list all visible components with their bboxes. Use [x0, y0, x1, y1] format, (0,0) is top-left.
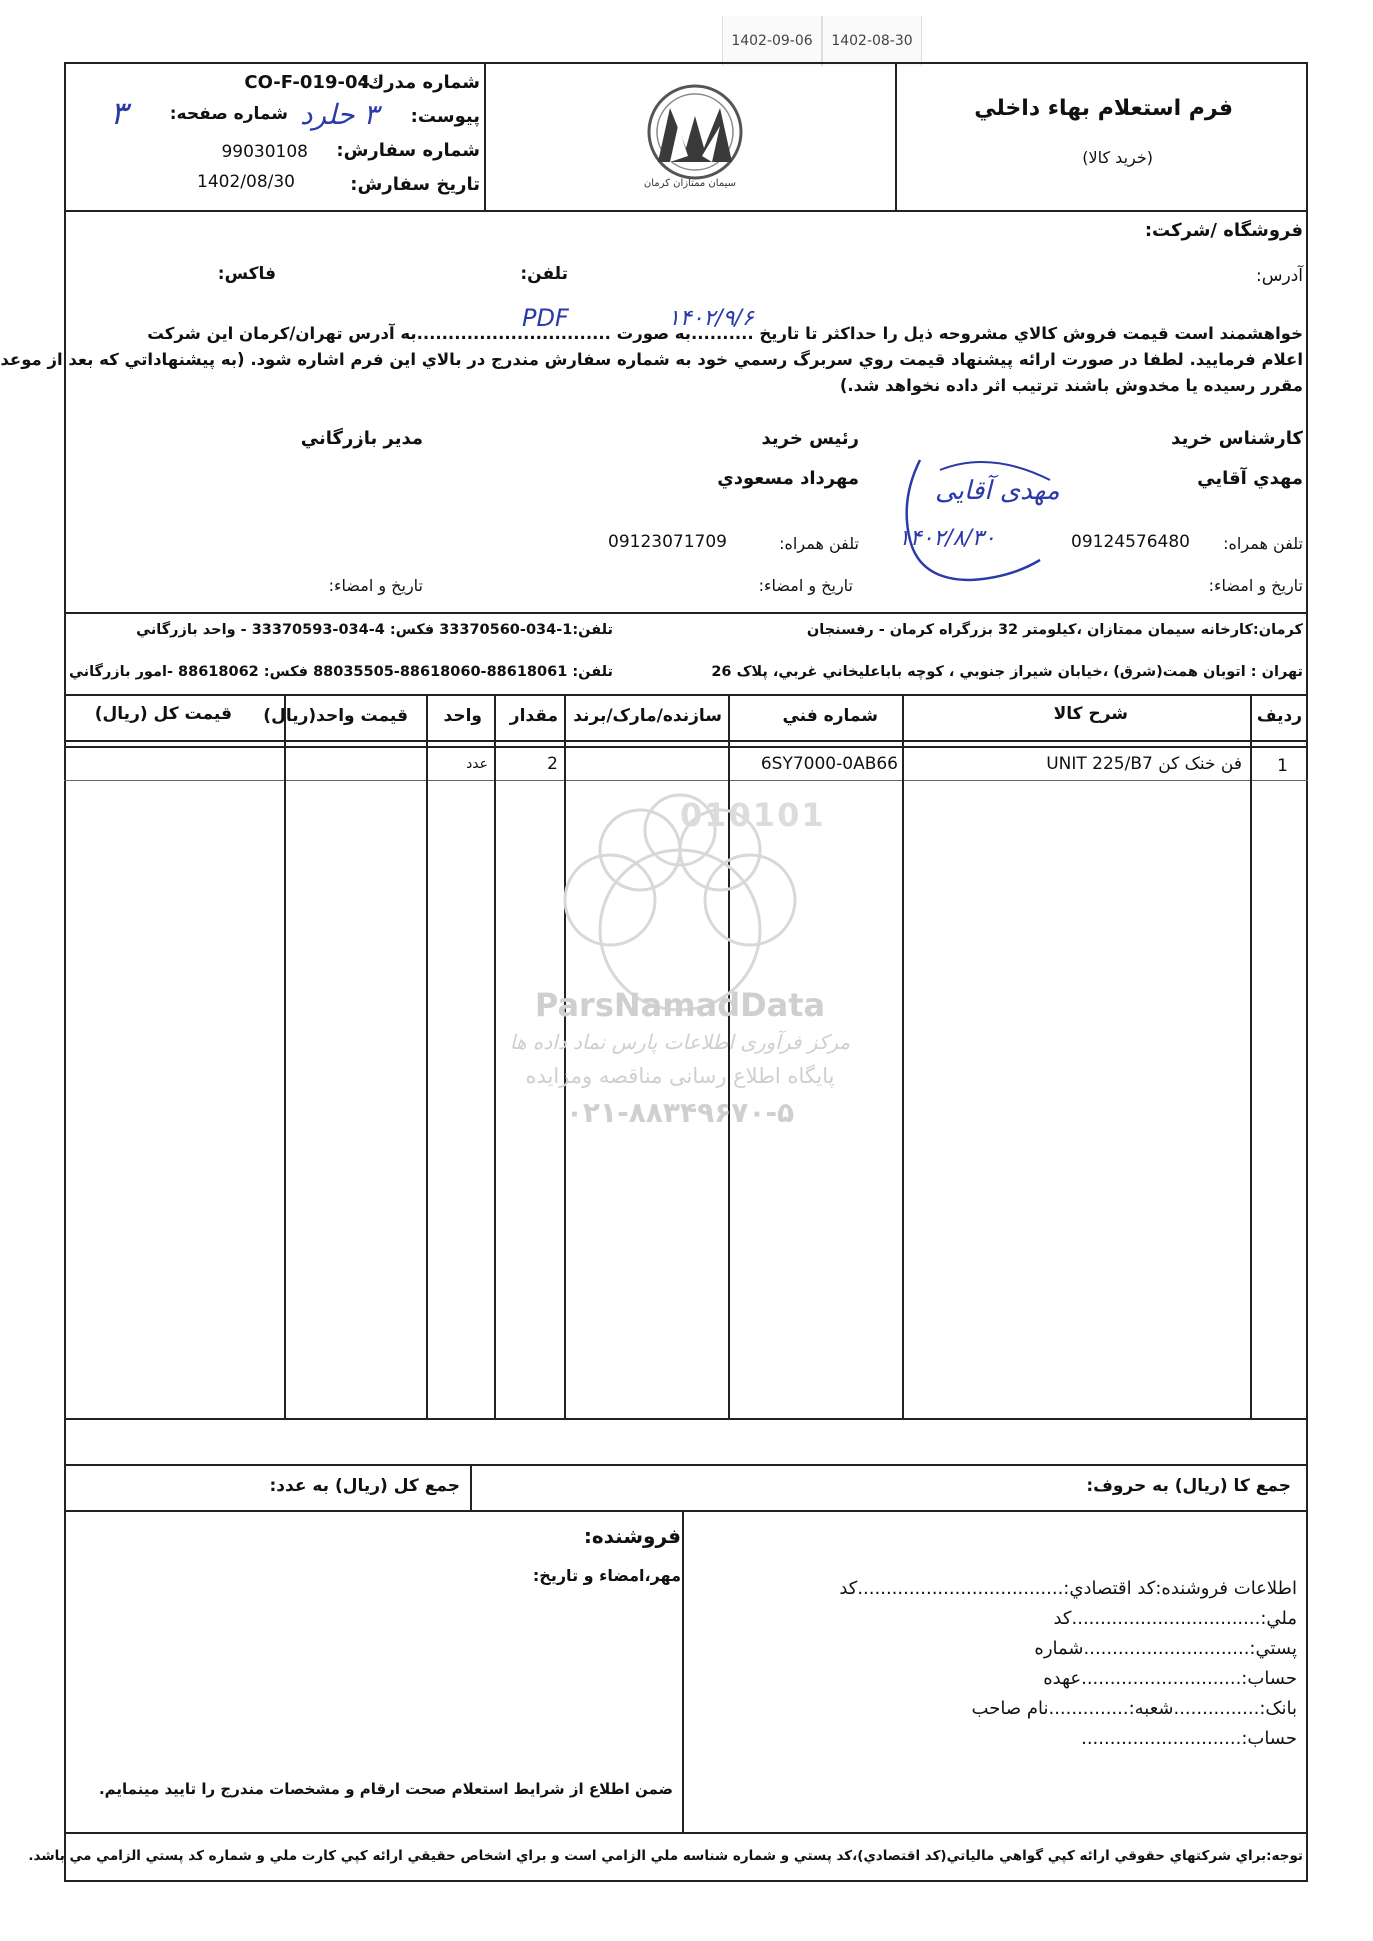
request-line-3: مقرر رسيده يا مخدوش باشند ترتيب اثر داده نخواهد شد.) [839, 376, 1303, 395]
seller-info-line-6: حساب:............................ [1081, 1728, 1297, 1749]
doc-number: CO-F-019-04 [244, 72, 370, 93]
footer-note: توجه:براي شركتهاي حقوقي ارائه كپي گواهي مالياتي(كد اقتصادي)،كد پستي و شماره شناسه ملي الزامي است و براي اشخاص حقيقي ارائه كپي كارت ملي و شماره كد پستي الزامي مي باشد. [28, 1848, 1303, 1864]
seller-confirm: ضمن اطلاع از شرايط استعلام صحت ارقام و مشخصات مندرج را تاييد مينمايم. [98, 1780, 673, 1798]
cell-description: فن خنک کن UNIT 225/B7 [1046, 754, 1242, 774]
th-qty: مقدار [509, 706, 558, 726]
th-row: رديف [1256, 706, 1302, 726]
th-total: قيمت كل (ريال) [94, 704, 232, 724]
seller-info-line-3: پستي:.............................شماره [1034, 1638, 1297, 1659]
expert-sign-label: تاريخ و امضاء: [1208, 576, 1303, 595]
expert-signature [880, 440, 1100, 590]
expert-mobile-label: تلفن همراه: [1223, 534, 1303, 553]
phone-label: تلفن: [520, 264, 568, 284]
page-number-label: شماره صفحه: [169, 104, 288, 124]
date-tabs [722, 16, 922, 66]
date-tab-1[interactable]: 1402-09-06 [722, 16, 822, 66]
attachment-label: پيوست: [410, 106, 480, 127]
handwritten-signature-date: ۱۴۰۲/۸/۳۰ [898, 526, 996, 551]
cell-unit: عدد [466, 756, 488, 772]
handwritten-deadline-form: PDF [522, 304, 569, 332]
doc-number-label: شماره مدرك: [360, 72, 480, 93]
seller-info-line-2: ملي:.................................كد [1053, 1608, 1297, 1629]
kerman-contact: تلفن:1-034-33370560 فكس: 4-034-33370593 - واحد بازرگاني [136, 622, 613, 638]
handwritten-deadline-date: ۱۴۰۲/۹/۶ [668, 306, 754, 331]
watermark-line-1: مرکز فرآوری اطلاعات پارس نماد داده ها [509, 1030, 851, 1054]
th-brand: سازنده/مارک/برند [573, 706, 722, 726]
request-line-1: خواهشمند است قيمت فروش كالاي مشروحه ذيل را حداكثر تا تاريخ ..........به صورت ...............................به آدرس تهران/كرمان اين شركت [147, 324, 1303, 343]
handwritten-signature-name: مهدی آقایی [935, 476, 1060, 506]
handwritten-attachment: ۳ حلرد [300, 98, 379, 131]
th-unit: واحد [443, 706, 482, 726]
total-number-label: جمع كل (ريال) به عدد: [269, 1476, 460, 1496]
request-line-2: اعلام فرماييد. لطفا در صورت ارائه پيشنهاد قيمت روي سربرگ رسمي خود به شماره سفارش مندرج در بالاي اين فرم اشاره شود. (به پيشنهاداتي كه بعد از موعد [0, 350, 1303, 369]
shop-label: فروشگاه /شركت: [1144, 220, 1303, 241]
company-logo [630, 76, 760, 200]
order-date-label: تاريخ سفارش: [350, 174, 480, 195]
cell-row: 1 [1277, 756, 1288, 776]
watermark [480, 790, 880, 1140]
expert-title: كارشناس خريد [1171, 428, 1303, 449]
th-part-number: شماره فني [782, 706, 878, 726]
head-sign-label: تاريخ و امضاء: [758, 576, 853, 595]
manager-sign-label: تاريخ و امضاء: [328, 576, 423, 595]
address-label: آدرس: [1256, 266, 1303, 286]
head-mobile: 09123071709 [608, 532, 727, 552]
total-words-label: جمع كا (ريال) به حروف: [1086, 1476, 1291, 1496]
date-tab-2[interactable]: 1402-08-30 [822, 16, 922, 66]
seller-info-line-1: اطلاعات فروشنده:كد اقتصادي:....................................كد [839, 1578, 1297, 1599]
tehran-contact: تلفن: 88618061-88618060-88035505 فكس: 88618062 -امور بازرگاني [68, 664, 613, 680]
kerman-address: كرمان:كارخانه سيمان ممتازان ،كيلومتر 32 بزرگراه كرمان - رفسنجان [806, 622, 1303, 638]
order-number-label: شماره سفارش: [336, 140, 480, 161]
form-title: فرم استعلام بهاء داخلي [974, 96, 1233, 121]
head-title: رئيس خريد [761, 428, 859, 449]
seller-title: فروشنده: [583, 1524, 681, 1548]
watermark-brand: ParsNamadData [534, 986, 826, 1024]
tehran-address: تهران : اتوبان همت(شرق) ،خيابان شيراز جنوبي ، كوچه باباعليخاني غربي، پلاک 26 [711, 664, 1303, 680]
th-description: شرح كالا [1053, 704, 1128, 724]
expert-name: مهدي آقايي [1197, 468, 1303, 489]
cell-qty: 2 [547, 754, 558, 774]
order-date: 1402/08/30 [197, 172, 295, 192]
seller-info-line-5: بانک:...............شعبه:..............نام صاحب [971, 1698, 1297, 1719]
expert-mobile: 09124576480 [1071, 532, 1190, 552]
head-name: مهرداد مسعودي [717, 468, 859, 489]
form-subtitle: (خريد كالا) [1082, 148, 1153, 167]
seller-info-line-4: حساب:............................عهده [1043, 1668, 1297, 1689]
cell-part-number: 6SY7000-0AB66 [760, 754, 898, 774]
logo-caption: سیمان ممتازان کرمان [643, 178, 736, 189]
fax-label: فاكس: [217, 264, 276, 284]
watermark-line-2: پایگاه اطلاع رسانی مناقصه ومزایده [525, 1064, 835, 1088]
manager-title: مدير بازرگاني [300, 428, 423, 449]
head-mobile-label: تلفن همراه: [779, 534, 859, 553]
watermark-phone: ۰۲۱-۸۸۳۴۹۶۷۰-۵ [565, 1096, 795, 1129]
watermark-digits: 010101 [680, 796, 826, 834]
seller-stamp-label: مهر،امضاء و تاريخ: [532, 1566, 681, 1585]
order-number: 99030108 [221, 142, 308, 162]
th-unit-price: قيمت واحد(ريال) [263, 706, 408, 726]
handwritten-page-number: ۳ [110, 94, 128, 132]
